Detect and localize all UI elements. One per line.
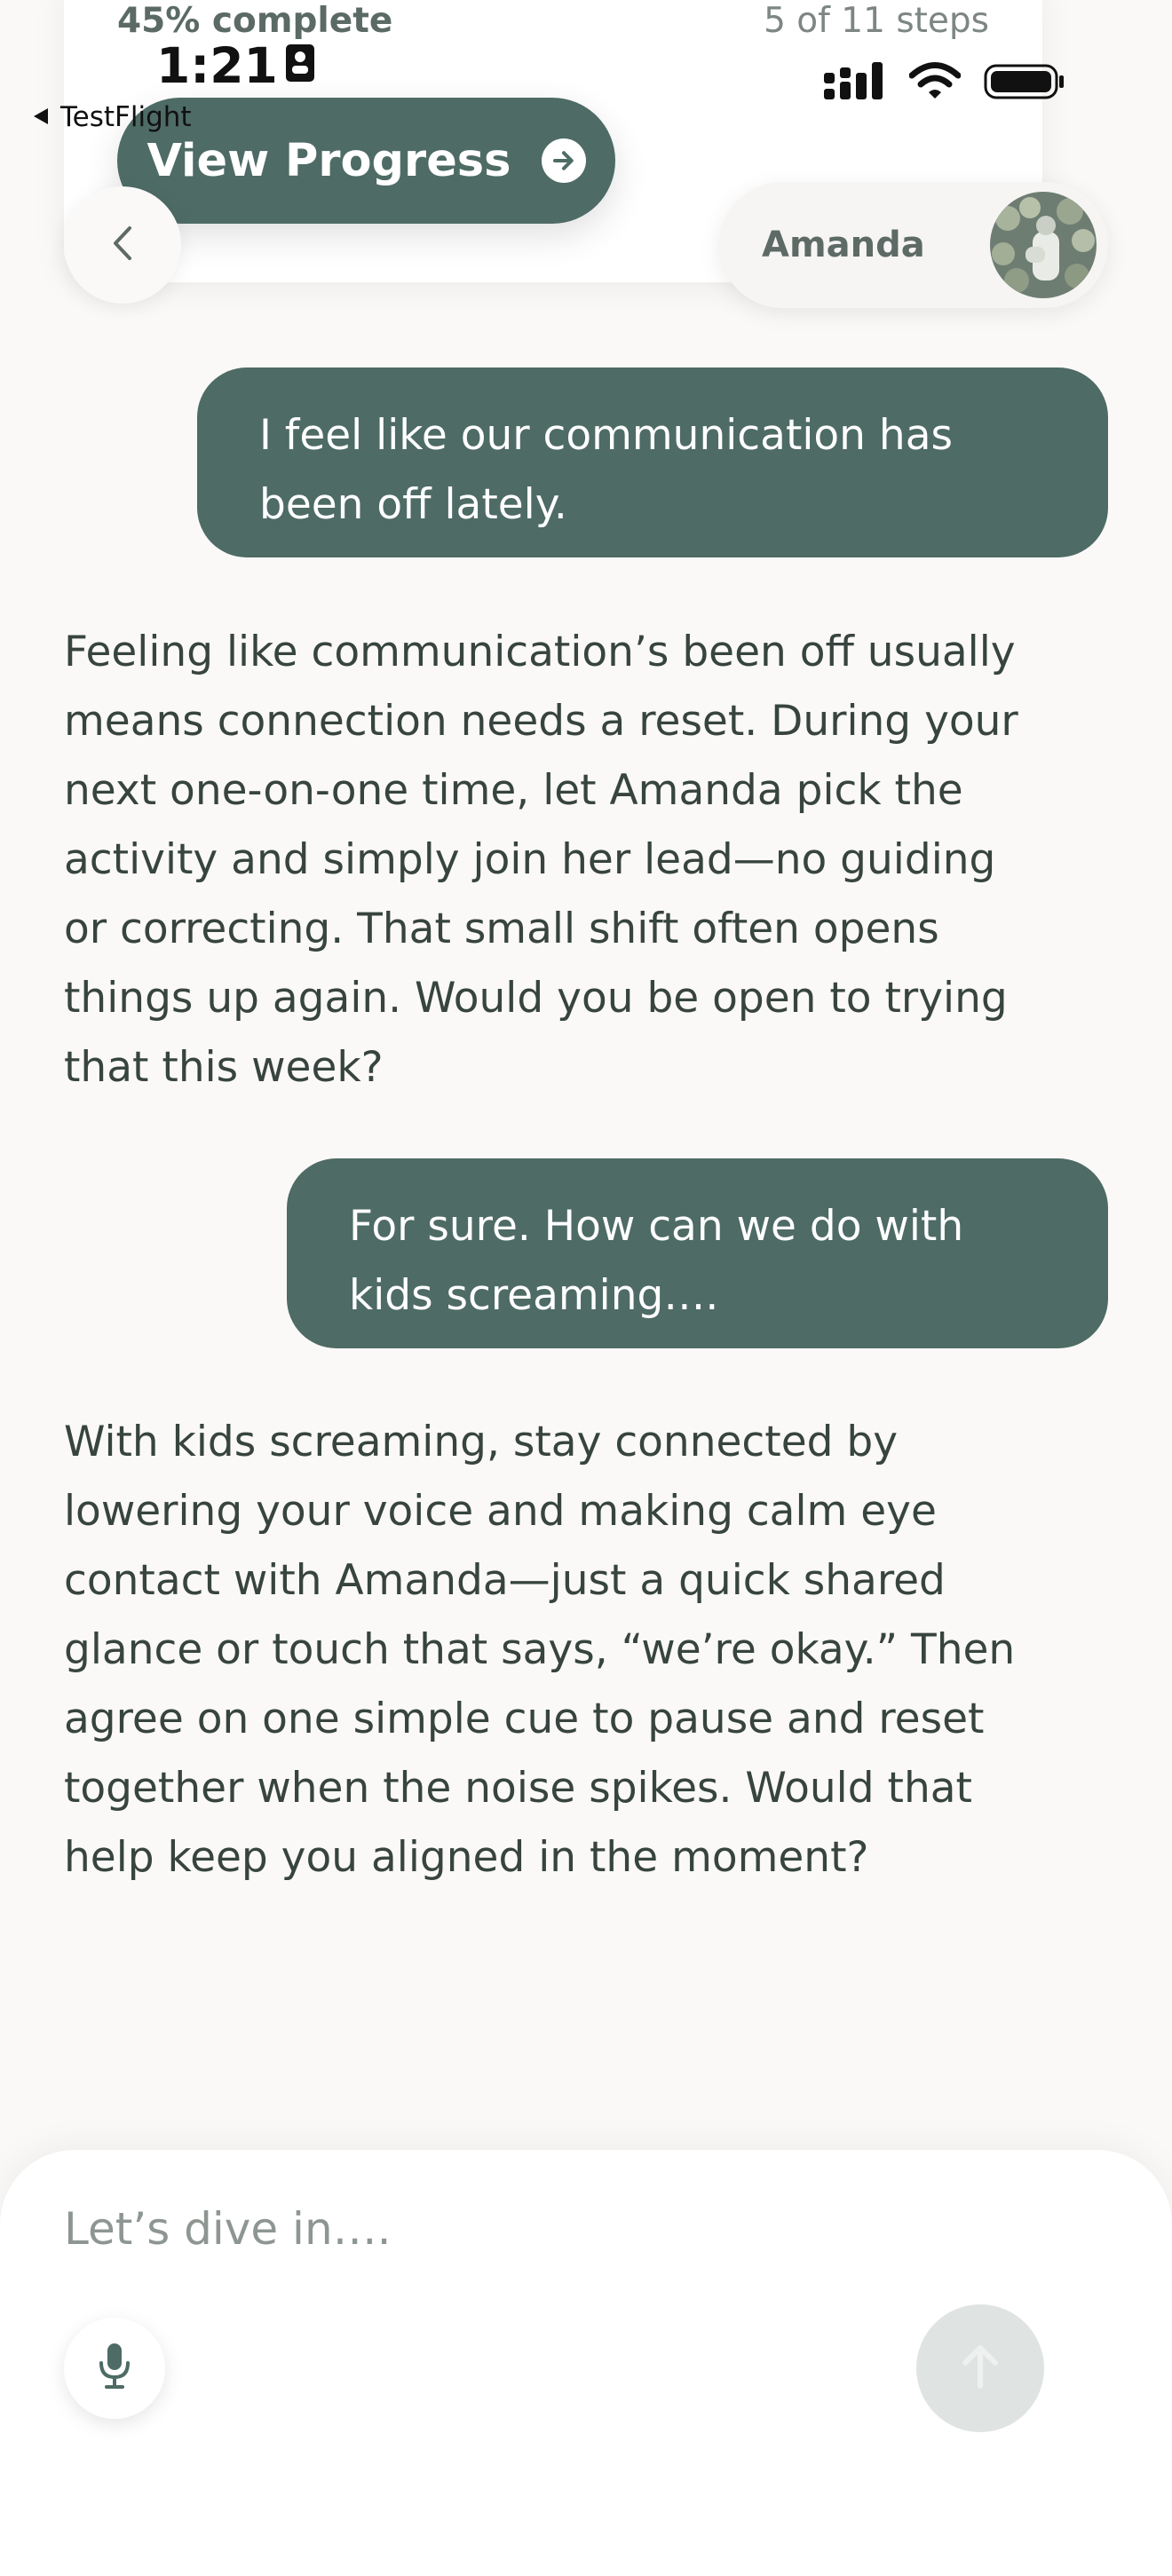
microphone-icon	[97, 2342, 132, 2395]
avatar[interactable]	[990, 192, 1097, 298]
back-to-app[interactable]	[32, 99, 192, 135]
chevron-left-icon	[108, 223, 137, 267]
view-progress-label: View Progress	[146, 134, 511, 187]
status-time-text: 1:21	[156, 37, 278, 94]
assistant-message: With kids screaming, stay connected by lowering your voice and making calm eye contact with Amanda—just a quick shared glance or touch that says, “we’re okay.” Then agree on one simple cue to pause and reset together when the noise spikes. Would that help keep you aligned in the moment?	[64, 1418, 1016, 1882]
battery-icon	[984, 62, 1065, 105]
signal-icon	[824, 62, 886, 105]
wifi-icon	[909, 62, 961, 105]
id-badge-icon	[285, 37, 315, 94]
progress-percent: 45% complete	[117, 1, 393, 41]
message-input[interactable]: Let’s dive in….	[64, 2203, 392, 2255]
back-app-label: TestFlight	[60, 101, 192, 133]
send-button[interactable]	[916, 2304, 1044, 2432]
status-time	[156, 37, 315, 94]
microphone-button[interactable]	[64, 2318, 165, 2419]
partner-name: Amanda	[762, 225, 925, 265]
view-progress-button[interactable]	[117, 98, 615, 224]
user-message-bubble: For sure. How can we do with kids screaming….	[287, 1158, 1108, 1348]
back-triangle-icon	[32, 99, 50, 135]
progress-steps: 5 of 11 steps	[764, 1, 989, 41]
user-message-bubble: I feel like our communication has been off lately.	[197, 367, 1108, 557]
arrow-up-icon	[958, 2342, 1002, 2395]
assistant-message: Feeling like communication’s been off usually means connection needs a reset. During your next one-on-one time, let Amanda pick the activity and simply join her lead—no guiding or correcting. That small shift often opens things up again. Would you be open to trying that this week?	[64, 628, 1018, 1092]
back-button[interactable]	[64, 186, 181, 304]
arrow-right-icon	[542, 138, 586, 183]
status-icons	[824, 62, 1065, 105]
